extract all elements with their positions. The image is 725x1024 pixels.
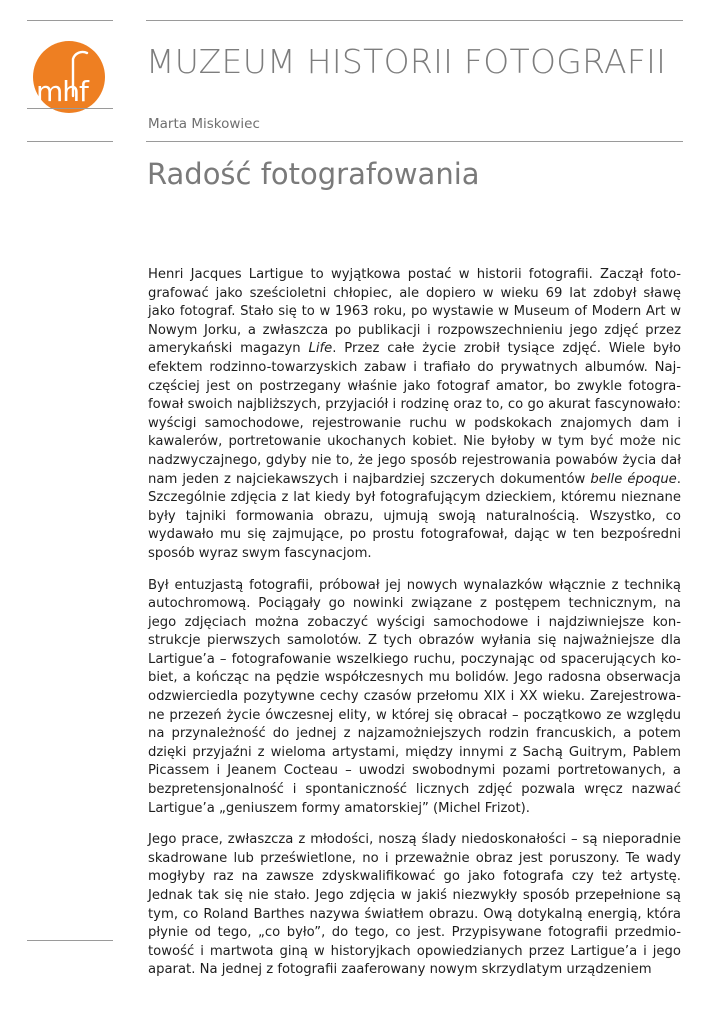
- article-title: Radość fotografowania: [147, 157, 480, 191]
- text-run: . Szczególnie zdjęcia z lat kiedy był fotografującym dzieckiem, któremu nieznane były tajniki formowania obrazu, ujmują swoją naturalnością. Wszystko, co wydawało mu się zajmujące, po prostu fotografował, dając w ten bezpośredni sposób wyraz swym fascynacjom.: [148, 471, 681, 561]
- text-run: Był entuzjastą fotografii, próbował jej nowych wynalazków włącznie z techniką autochromową. Pociągały go nowinki związane z postępem technicznym, na jego zdjęciach można zobaczyć wyścigi samochodowe i najdziwniejsze konstrukcje pierwszych samolotów. Z tych obrazów wyłania się najważniejsze dla Lartigue’a – fotografowanie wszelkiego ruchu, poczynając od spacerujących kobiet, a kończąc na pędzie współczesnych mu bolidów. Jego radosna obserwacja odzwierciedla pozytywne cechy czasów przełomu XIX i XX wieku. Zarejestrowane przezeń życie ówczesnej elity, w której się obracał – początkowo ze względu na przynależność do jednej z najzamożniejszych rodzin francuskich, a potem dzięki przyjaźni z wieloma artystami, między innymi z Sachą Guitrym, Pablem Picassem i Jeanem Cocteau – uwodzi swobodnymi pozami portretowanych, a bezpretensjonalność i spontaniczność licznych zdjęć pozwala wręcz nazwać Lartigue’a „geniuszem formy amatorskiej” (Michel Frizot).: [148, 577, 681, 816]
- text-run: Henri Jacques Lartigue to wyjątkowa postać w historii fotografii. Zaczął fotografować jako sześcioletni chłopiec, ale dopiero w wieku 69 lat zdobył sławę jako fotograf. Stało się to w 1963 roku, po wystawie w Museum of Modern Art w Nowym Jorku, a zwłaszcza po publikacji i rozpowszechnieniu jego zdjęć przez amerykański magazyn: [148, 267, 681, 357]
- header-rule-right: [146, 20, 683, 21]
- text-run: . Przez całe życie zrobił tysiące zdjęć. Wiele było efektem rodzinno-towarzyskich zabaw i trafiało do prywatnych albumów. Najczęściej jest on postrzegany właśnie jako fotograf amator, bo zwykle fotografował swoich najbliższych, przyjaciół i rodzinę oraz to, co go akurat fascynowało: wyścigi samochodowe, rejestrowanie ruchu w podskokach znajomych dam i kawalerów, portretowanie ukochanych kobiet. Nie byłoby w tym być może nic nadzwyczajnego, gdyby nie to, że jego sposób rejestrowania powabów życia dał nam jeden z najciekawszych i najbardziej szczerych dokumentów: [148, 341, 681, 487]
- article-body: [148, 266, 681, 993]
- logo-rule: [27, 108, 113, 109]
- header-rule-left: [27, 20, 113, 21]
- text-run: Jego prace, zwłaszcza z młodości, noszą ślady niedoskonałości – są nieporadnie skadrowane lub prześwietlone, no i przeważnie obraz jest poruszony. Te wady mogłyby raz na zawsze zdyskwalifikować go jako fotografa czy też artystę. Jednak tak się nie stało. Jego zdjęcia w jakiś niezwykły sposób przepełnione są tym, co Roland Barthes nazywa światłem obrazu. Ową dotykalną energią, która płynie od tego, „co było”, do tego, co jest. Przypisywane fotografii przedmiotowość i martwota giną w historyjkach opowiedzianych przez Lartigue’a i jego aparat. Na jednej z fotografii zaaferowany nowym skrzydlatym urządzeniem: [148, 832, 681, 978]
- mhf-logo: [33, 41, 105, 113]
- italic-run: belle époque: [590, 471, 677, 487]
- author-rule-left: [27, 141, 113, 142]
- italic-run: Life: [308, 341, 333, 357]
- footer-rule: [27, 940, 113, 941]
- logo-text: mhf: [36, 75, 88, 108]
- paragraph: [148, 831, 681, 980]
- author-rule-right: [146, 141, 683, 142]
- museum-title: MUZEUM HISTORII FOTOGRAFII: [146, 42, 667, 81]
- paragraph: [148, 266, 681, 564]
- paragraph: [148, 577, 681, 819]
- author-name: Marta Miskowiec: [148, 116, 260, 132]
